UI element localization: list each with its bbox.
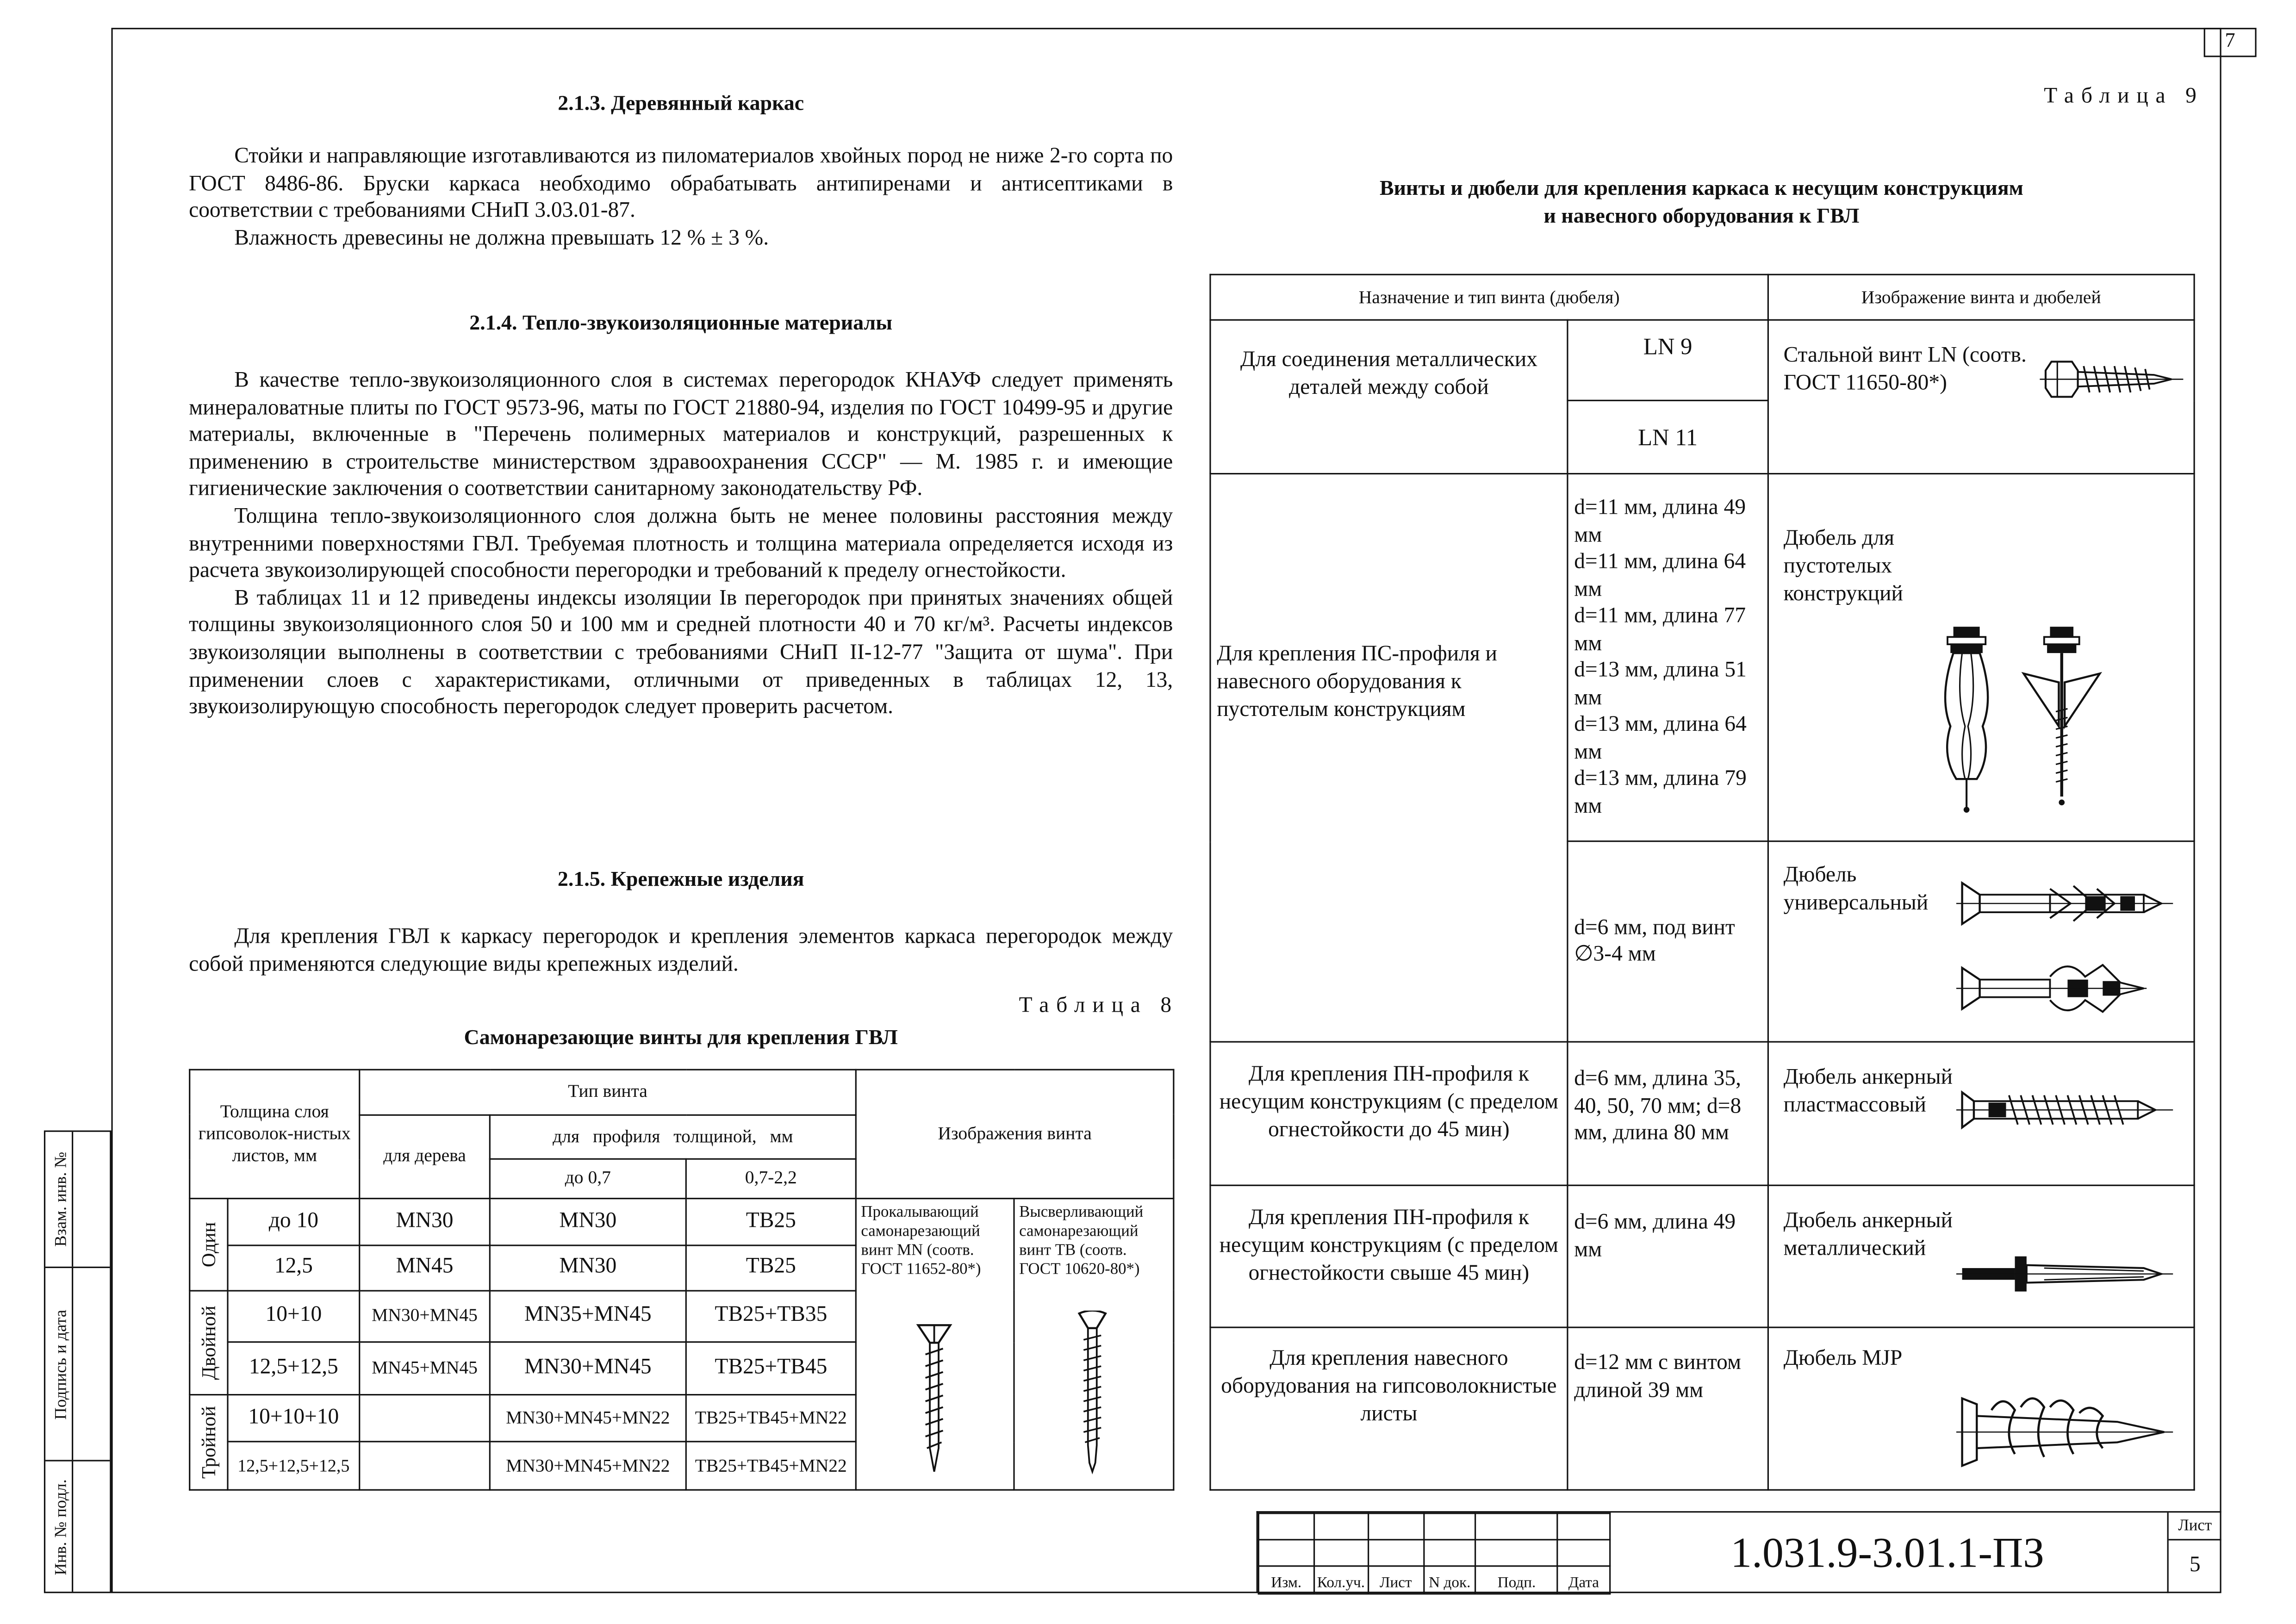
screw-ln-icon bbox=[2040, 353, 2186, 405]
table9-cell: LN 9 bbox=[1568, 320, 1768, 400]
table9-cell: LN 11 bbox=[1568, 400, 1768, 473]
table8-cell: TB25 bbox=[686, 1245, 856, 1290]
table8-cell: MN45 bbox=[360, 1245, 490, 1290]
table9-cell-image bbox=[1768, 841, 2194, 1042]
dowel-universal-icon bbox=[1956, 874, 2176, 933]
stamp-vzam-label: Взам. инв. № bbox=[52, 1151, 70, 1247]
side-stamp bbox=[44, 1131, 112, 1593]
table8-cell: TB25 bbox=[686, 1198, 856, 1245]
heading-213: 2.1.3. Деревянный каркас bbox=[558, 92, 804, 116]
table8-cell bbox=[360, 1394, 490, 1442]
table8-cell: TB25+TB35 bbox=[686, 1290, 856, 1343]
table8-cell: MN30+MN45+MN22 bbox=[490, 1394, 686, 1442]
table8-group-label: Двойной bbox=[190, 1290, 228, 1394]
stamp-inv bbox=[45, 1460, 110, 1592]
table9-header-purpose: Назначение и тип винта (дюбеля) bbox=[1210, 274, 1768, 320]
table8-cell: MN30+MN45 bbox=[360, 1290, 490, 1343]
tb-col-label: Изм. bbox=[1258, 1566, 1314, 1594]
table8-header-wood: для дерева bbox=[360, 1114, 490, 1198]
table9-cell: Для крепления ПС-профиля и навесного оборудования к пустотелым конструкциям bbox=[1210, 474, 1568, 1042]
table9-cell: d=6 мм, длина 49 мм bbox=[1568, 1185, 1768, 1327]
table9-title-line1: Винты и дюбели для крепления каркаса к несущим конструкциям bbox=[1379, 177, 2023, 201]
tb-col-label: N док. bbox=[1424, 1566, 1476, 1594]
tb-col-label: Подп. bbox=[1476, 1566, 1557, 1594]
table8-header-images: Изображения винта bbox=[856, 1070, 1174, 1198]
dowel-hollow-expanding-icon bbox=[1930, 624, 2003, 814]
table8-cell: MN30 bbox=[360, 1198, 490, 1245]
dowel-anchor-metal-icon bbox=[1956, 1248, 2176, 1300]
table8 bbox=[189, 1069, 1174, 1491]
dowel-universal-bent-icon bbox=[1956, 956, 2176, 1020]
table9-cell: Для крепления ПН-профиля к несущим конструкциям (с пределом огнестойкости свыше 45 мин) bbox=[1210, 1185, 1568, 1327]
table8-image-tb bbox=[1014, 1198, 1174, 1490]
dowel-hollow-toggle-icon bbox=[2018, 624, 2106, 814]
screw-tb-icon bbox=[1070, 1310, 1114, 1474]
table9-cell: d=6 мм, длина 35, 40, 50, 70 мм; d=8 мм, длина 80 мм bbox=[1568, 1042, 1768, 1185]
dowel-anchor-plastic-label: Дюбель анкерный пластмассовый bbox=[1783, 1066, 1953, 1118]
table9-sizes bbox=[1568, 474, 1768, 841]
table8-cell: 12,5+12,5 bbox=[228, 1342, 360, 1394]
table9-cell: d=6 мм, под винт ∅3-4 мм bbox=[1568, 841, 1768, 1042]
stamp-podpis-label: Подпись и дата bbox=[52, 1309, 70, 1419]
paragraph: Влажность древесины не должна превышать 12 % ± 3 %. bbox=[234, 226, 769, 250]
size-line: d=13 мм, длина 79 мм bbox=[1574, 767, 1747, 818]
dowel-mjp-label: Дюбель MJP bbox=[1783, 1347, 1903, 1371]
table9-cell-image bbox=[1768, 1042, 2194, 1185]
table9-cell-image bbox=[1768, 1185, 2194, 1327]
screw-mn-icon bbox=[912, 1321, 956, 1474]
table8-title: Самонарезающие винты для крепления ГВЛ bbox=[464, 1026, 898, 1050]
table9-cell: d=12 мм с винтом длиной 39 мм bbox=[1568, 1327, 1768, 1490]
tb-col-label: Кол.уч. bbox=[1314, 1566, 1368, 1594]
table9-header-image: Изображение винта и дюбелей bbox=[1768, 274, 2194, 320]
table9-cell: Для крепления навесного оборудования на гипсоволокнистые листы bbox=[1210, 1327, 1568, 1490]
paragraph: В качестве тепло-звукоизоляционного слоя в системах перегородок КНАУФ следует применять минераловатные плиты по ГОСТ 9573-96, маты по ГОСТ 21880-94, изделия по ГОСТ 10499-95 и другие материалы, включенные в "Перечень полимерных материалов и конструкций, разрешенных к применению в строительстве министерством здравоохранения СССР" — М. 1985 г. и имеющие гигиенические заключения о соответствии санитарному законодательству РФ. bbox=[189, 369, 1173, 502]
table8-caption: Таблица 8 bbox=[1019, 994, 1179, 1018]
sheet-label: Лист bbox=[2169, 1512, 2221, 1540]
table9-cell: Для соединения металлических деталей между собой bbox=[1210, 320, 1568, 473]
table8-header-thickness: Толщина слоя гипсоволок-нистых листов, мм bbox=[190, 1070, 360, 1198]
sheet-number: 5 bbox=[2189, 1553, 2201, 1577]
stamp-podpis bbox=[45, 1267, 110, 1460]
table8-header-profile: для профиля толщиной, мм bbox=[490, 1114, 856, 1159]
table8-cell: MN30+MN45+MN22 bbox=[490, 1442, 686, 1490]
table8-cell: 12,5 bbox=[228, 1245, 360, 1290]
table8-image-mn bbox=[856, 1198, 1014, 1490]
table9-cell-image bbox=[1768, 1327, 2194, 1490]
dowel-anchor-metal-label: Дюбель анкерный металлический bbox=[1783, 1209, 1953, 1261]
paragraph: Толщина тепло-звукоизоляционного слоя должна быть не менее половины расстояния между внутренними поверхностями ГВЛ. Требуемая плотность и толщина материала определяется исходя из расчета звукоизолирующей способности перегородки и требований к пределу огнестойкости. bbox=[189, 505, 1173, 583]
table8-cell: TB25+TB45+MN22 bbox=[686, 1394, 856, 1442]
table9-cell-image bbox=[1768, 474, 2194, 841]
table8-cell: 12,5+12,5+12,5 bbox=[228, 1442, 360, 1490]
heading-214: 2.1.4. Тепло-звукоизоляционные материалы bbox=[469, 311, 893, 336]
table9-caption: Таблица 9 bbox=[2044, 85, 2204, 109]
size-line: d=11 мм, длина 49 мм bbox=[1574, 496, 1746, 547]
tb-col-label: Лист bbox=[1368, 1566, 1424, 1594]
screw-mn-label: Прокалывающий самонарезающий винт MN (соотв. ГОСТ 11652-80*) bbox=[861, 1203, 981, 1278]
table9-cell-image bbox=[1768, 320, 2194, 473]
table8-header-p1: до 0,7 bbox=[490, 1159, 686, 1198]
paragraph: Стойки и направляющие изготавливаются из пиломатериалов хвойных пород не ниже 2-го сорта по ГОСТ 8486-86. Бруски каркаса необходимо обрабатывать антипиренами и антисептиками в соответствии с требованиями СНиП 3.03.01-87. bbox=[189, 145, 1173, 223]
section-213-text bbox=[189, 143, 1173, 252]
table8-cell: MN30+MN45 bbox=[490, 1342, 686, 1394]
heading-215: 2.1.5. Крепежные изделия bbox=[557, 868, 804, 892]
table8-cell: MN30 bbox=[490, 1198, 686, 1245]
table8-header-p2: 0,7-2,2 bbox=[686, 1159, 856, 1198]
page-number-top: 7 bbox=[2204, 28, 2257, 57]
screw-tb-label: Высверливающий самонарезающий винт TB (соотв. ГОСТ 10620-80*) bbox=[1019, 1203, 1144, 1278]
table8-cell: 10+10 bbox=[228, 1290, 360, 1343]
dowel-hollow-label: Дюбель для пустотелых конструкций bbox=[1783, 527, 1903, 606]
table9-cell: Для крепления ПН-профиля к несущим конструкциям (с пределом огнестойкости до 45 мин) bbox=[1210, 1042, 1568, 1185]
table8-cell: MN35+MN45 bbox=[490, 1290, 686, 1343]
table8-cell: TB25+TB45+MN22 bbox=[686, 1442, 856, 1490]
stamp-inv-label: Инв. № подл. bbox=[52, 1478, 70, 1575]
table9-title-line2: и навесного оборудования к ГВЛ bbox=[1543, 205, 1860, 229]
title-block-grid bbox=[1258, 1512, 1611, 1594]
table8-group-label: Один bbox=[190, 1198, 228, 1290]
screw-ln-label: Стальной винт LN (соотв. ГОСТ 11650-80*) bbox=[1783, 344, 2027, 396]
title-block bbox=[1257, 1511, 2221, 1593]
tb-col-label: Дата bbox=[1557, 1566, 1610, 1594]
paragraph: В таблицах 11 и 12 приведены индексы изоляции Iв перегородок при принятых значениях общей толщины звукоизоляционного слоя 50 и 100 мм и средней плотности 40 и 70 кг/м³. Расчеты индексов звукоизоляции выполнены в соответствии с требованиями СНиП II-12-77 "Защита от шума". При применении слоев с характеристиками, отличными от приведенных в таблицах 12, 13, звукоизолирующую способность перегородок следует проверить расчетом. bbox=[189, 586, 1173, 719]
document-number: 1.031.9-3.01.1-ПЗ bbox=[1730, 1530, 2045, 1577]
paragraph: Для крепления ГВЛ к каркасу перегородок и крепления элементов каркаса перегородок между собой применяются следующие виды крепежных изделий. bbox=[189, 925, 1173, 977]
stamp-vzam bbox=[45, 1132, 110, 1267]
table8-group-label: Тройной bbox=[190, 1394, 228, 1490]
table8-cell bbox=[360, 1442, 490, 1490]
size-line: d=11 мм, длина 77 мм bbox=[1574, 604, 1746, 655]
size-line: d=11 мм, длина 64 мм bbox=[1574, 550, 1746, 601]
size-line: d=13 мм, длина 51 мм bbox=[1574, 659, 1747, 709]
sheet-cell bbox=[2167, 1512, 2221, 1593]
dowel-anchor-plastic-icon bbox=[1956, 1081, 2176, 1139]
size-line: d=13 мм, длина 64 мм bbox=[1574, 713, 1747, 764]
table8-cell: 10+10+10 bbox=[228, 1394, 360, 1442]
section-214-text bbox=[189, 367, 1173, 722]
table8-cell: MN30 bbox=[490, 1245, 686, 1290]
dowel-universal-label: Дюбель универсальный bbox=[1783, 864, 1929, 915]
table8-cell: до 10 bbox=[228, 1198, 360, 1245]
table8-cell: TB25+TB45 bbox=[686, 1342, 856, 1394]
table8-cell: MN45+MN45 bbox=[360, 1342, 490, 1394]
table8-header-screw-type: Тип винта bbox=[360, 1070, 856, 1114]
dowel-mjp-icon bbox=[1956, 1390, 2176, 1475]
table9 bbox=[1209, 274, 2195, 1491]
section-215-text bbox=[189, 924, 1173, 978]
